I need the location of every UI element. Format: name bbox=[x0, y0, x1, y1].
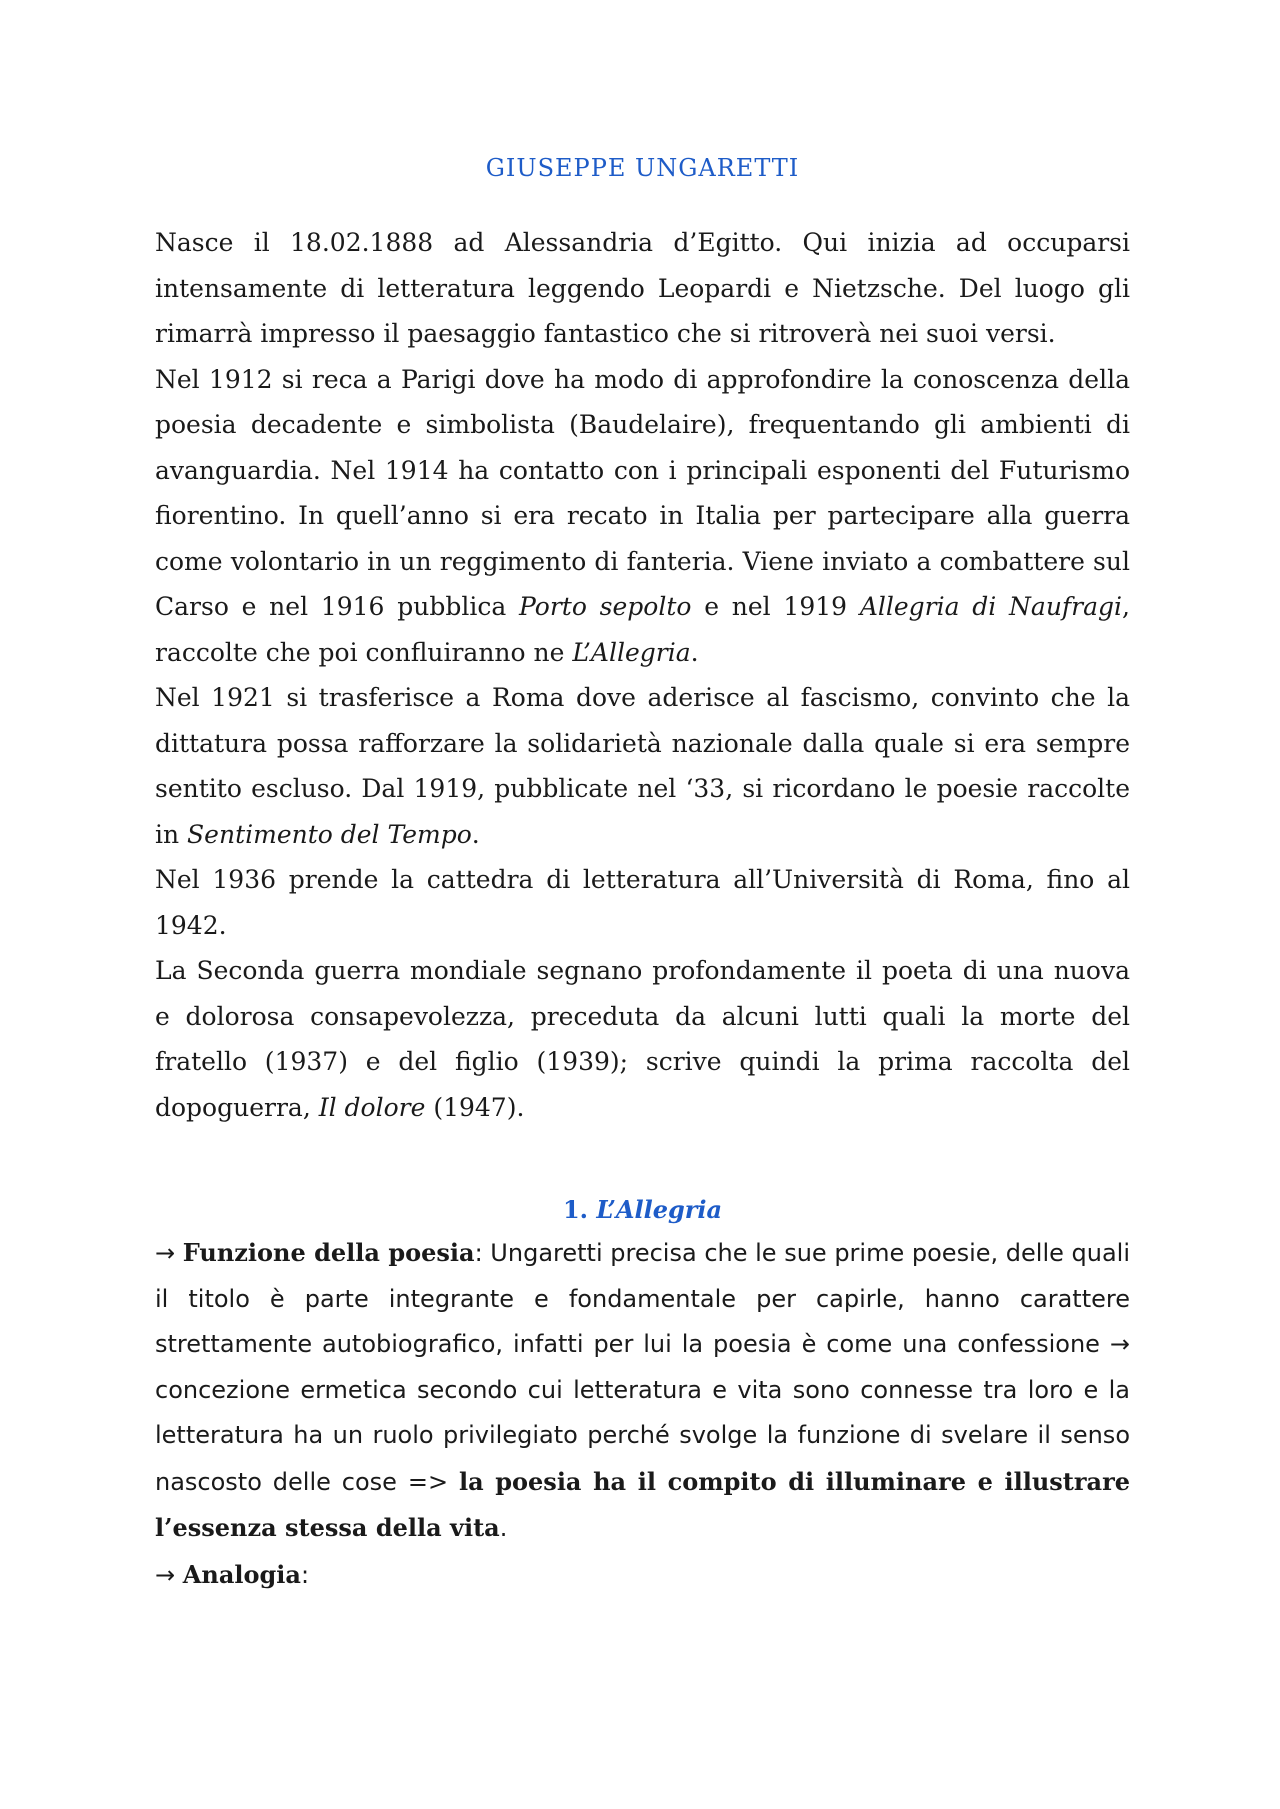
section-title-text: L’Allegria bbox=[596, 1195, 723, 1224]
page-title: GIUSEPPE UNGARETTI bbox=[485, 154, 800, 182]
bio-text: e nel 1919 bbox=[691, 592, 860, 621]
bio-text: , raccolte che poi confluiranno ne bbox=[155, 592, 1130, 667]
bio-paragraph-3 bbox=[155, 675, 1130, 857]
bio-text: . bbox=[690, 637, 699, 667]
section-heading bbox=[155, 1190, 1130, 1230]
funzione-bold-text: la poesia ha il compito di illuminare e illustrare l’essenza stessa della vita bbox=[155, 1466, 1130, 1542]
arrow-icon: → bbox=[155, 1560, 183, 1589]
bio-text: Nasce il 18.02.1888 ad Alessandria d’Egitto. Qui inizia ad occuparsi intensamente di letteratura leggendo Leopardi e Nietzsche. Del luogo gli rimarrà impresso il paesaggio fantastico che si ritroverà nei suoi versi. bbox=[155, 228, 1130, 348]
section-number: 1. bbox=[562, 1195, 597, 1224]
arrow-icon: → bbox=[155, 1239, 183, 1267]
bio-paragraph-5 bbox=[155, 948, 1130, 1130]
work-title: Sentimento del Tempo bbox=[187, 819, 472, 849]
bio-paragraph-1 bbox=[155, 220, 1130, 357]
bio-text: La Seconda guerra mondiale segnano profondamente il poeta di una nuova e dolorosa consapevolezza, preceduta da alcuni lutti quali la morte del fratello (1937) e del figlio (1939); scrive quindi la prima raccolta del dopoguerra, bbox=[155, 956, 1130, 1122]
bio-paragraph-2 bbox=[155, 357, 1130, 676]
work-title: Allegria di Naufragi bbox=[859, 592, 1123, 621]
analogia-label: Analogia bbox=[182, 1559, 301, 1589]
bio-text: . bbox=[471, 819, 480, 849]
bio-text: Nel 1921 si trasferisce a Roma dove aderisce al fascismo, convinto che la dittatura possa rafforzare la solidarietà nazionale dalla quale si era sempre sentito escluso. Dal 1919, pubblicate nel ‘33, si ricordano le poesie raccolte in bbox=[155, 683, 1130, 849]
analogia-paragraph bbox=[155, 1552, 1130, 1599]
biography-section bbox=[155, 220, 1130, 1130]
funzione-label: Funzione della poesia bbox=[182, 1238, 475, 1267]
work-title: Porto sepolto bbox=[519, 592, 692, 621]
bio-text: Nel 1912 si reca a Parigi dove ha modo di approfondire la conoscenza della poesia decadente e simbolista (Baudelaire), frequentando gli ambienti di avanguardia. Nel 1914 ha contatto con i principali esponenti del Futurismo fiorentino. In quell’anno si era recato in Italia per partecipare alla guerra come volontario in un reggimento di fanteria. Viene inviato a combattere sul Carso e nel 1916 pubblica bbox=[155, 364, 1130, 621]
bio-text: Nel 1936 prende la cattedra di letteratura all’Università di Roma, fino al 1942. bbox=[155, 865, 1130, 940]
funzione-paragraph bbox=[155, 1230, 1130, 1552]
funzione-end: . bbox=[499, 1514, 508, 1542]
funzione-text: : Ungaretti precisa che le sue prime poesie, delle quali il titolo è parte integrante e fondamentale per capirle, hanno carattere strettamente autobiografico, infatti per lui la poesia è come una confessione → concezione ermetica secondo cui letteratura e vita sono connesse tra loro e la letteratura ha un ruolo privilegiato perché svolge la funzione di svelare il senso nascosto delle cose => bbox=[155, 1239, 1131, 1496]
bio-text: (1947). bbox=[425, 1092, 525, 1122]
section-body bbox=[155, 1230, 1130, 1598]
work-title: Il dolore bbox=[318, 1092, 426, 1122]
analogia-colon: : bbox=[300, 1560, 310, 1589]
document-content bbox=[155, 150, 1130, 1598]
bio-paragraph-4 bbox=[155, 857, 1130, 948]
work-title: L’Allegria bbox=[572, 637, 691, 667]
